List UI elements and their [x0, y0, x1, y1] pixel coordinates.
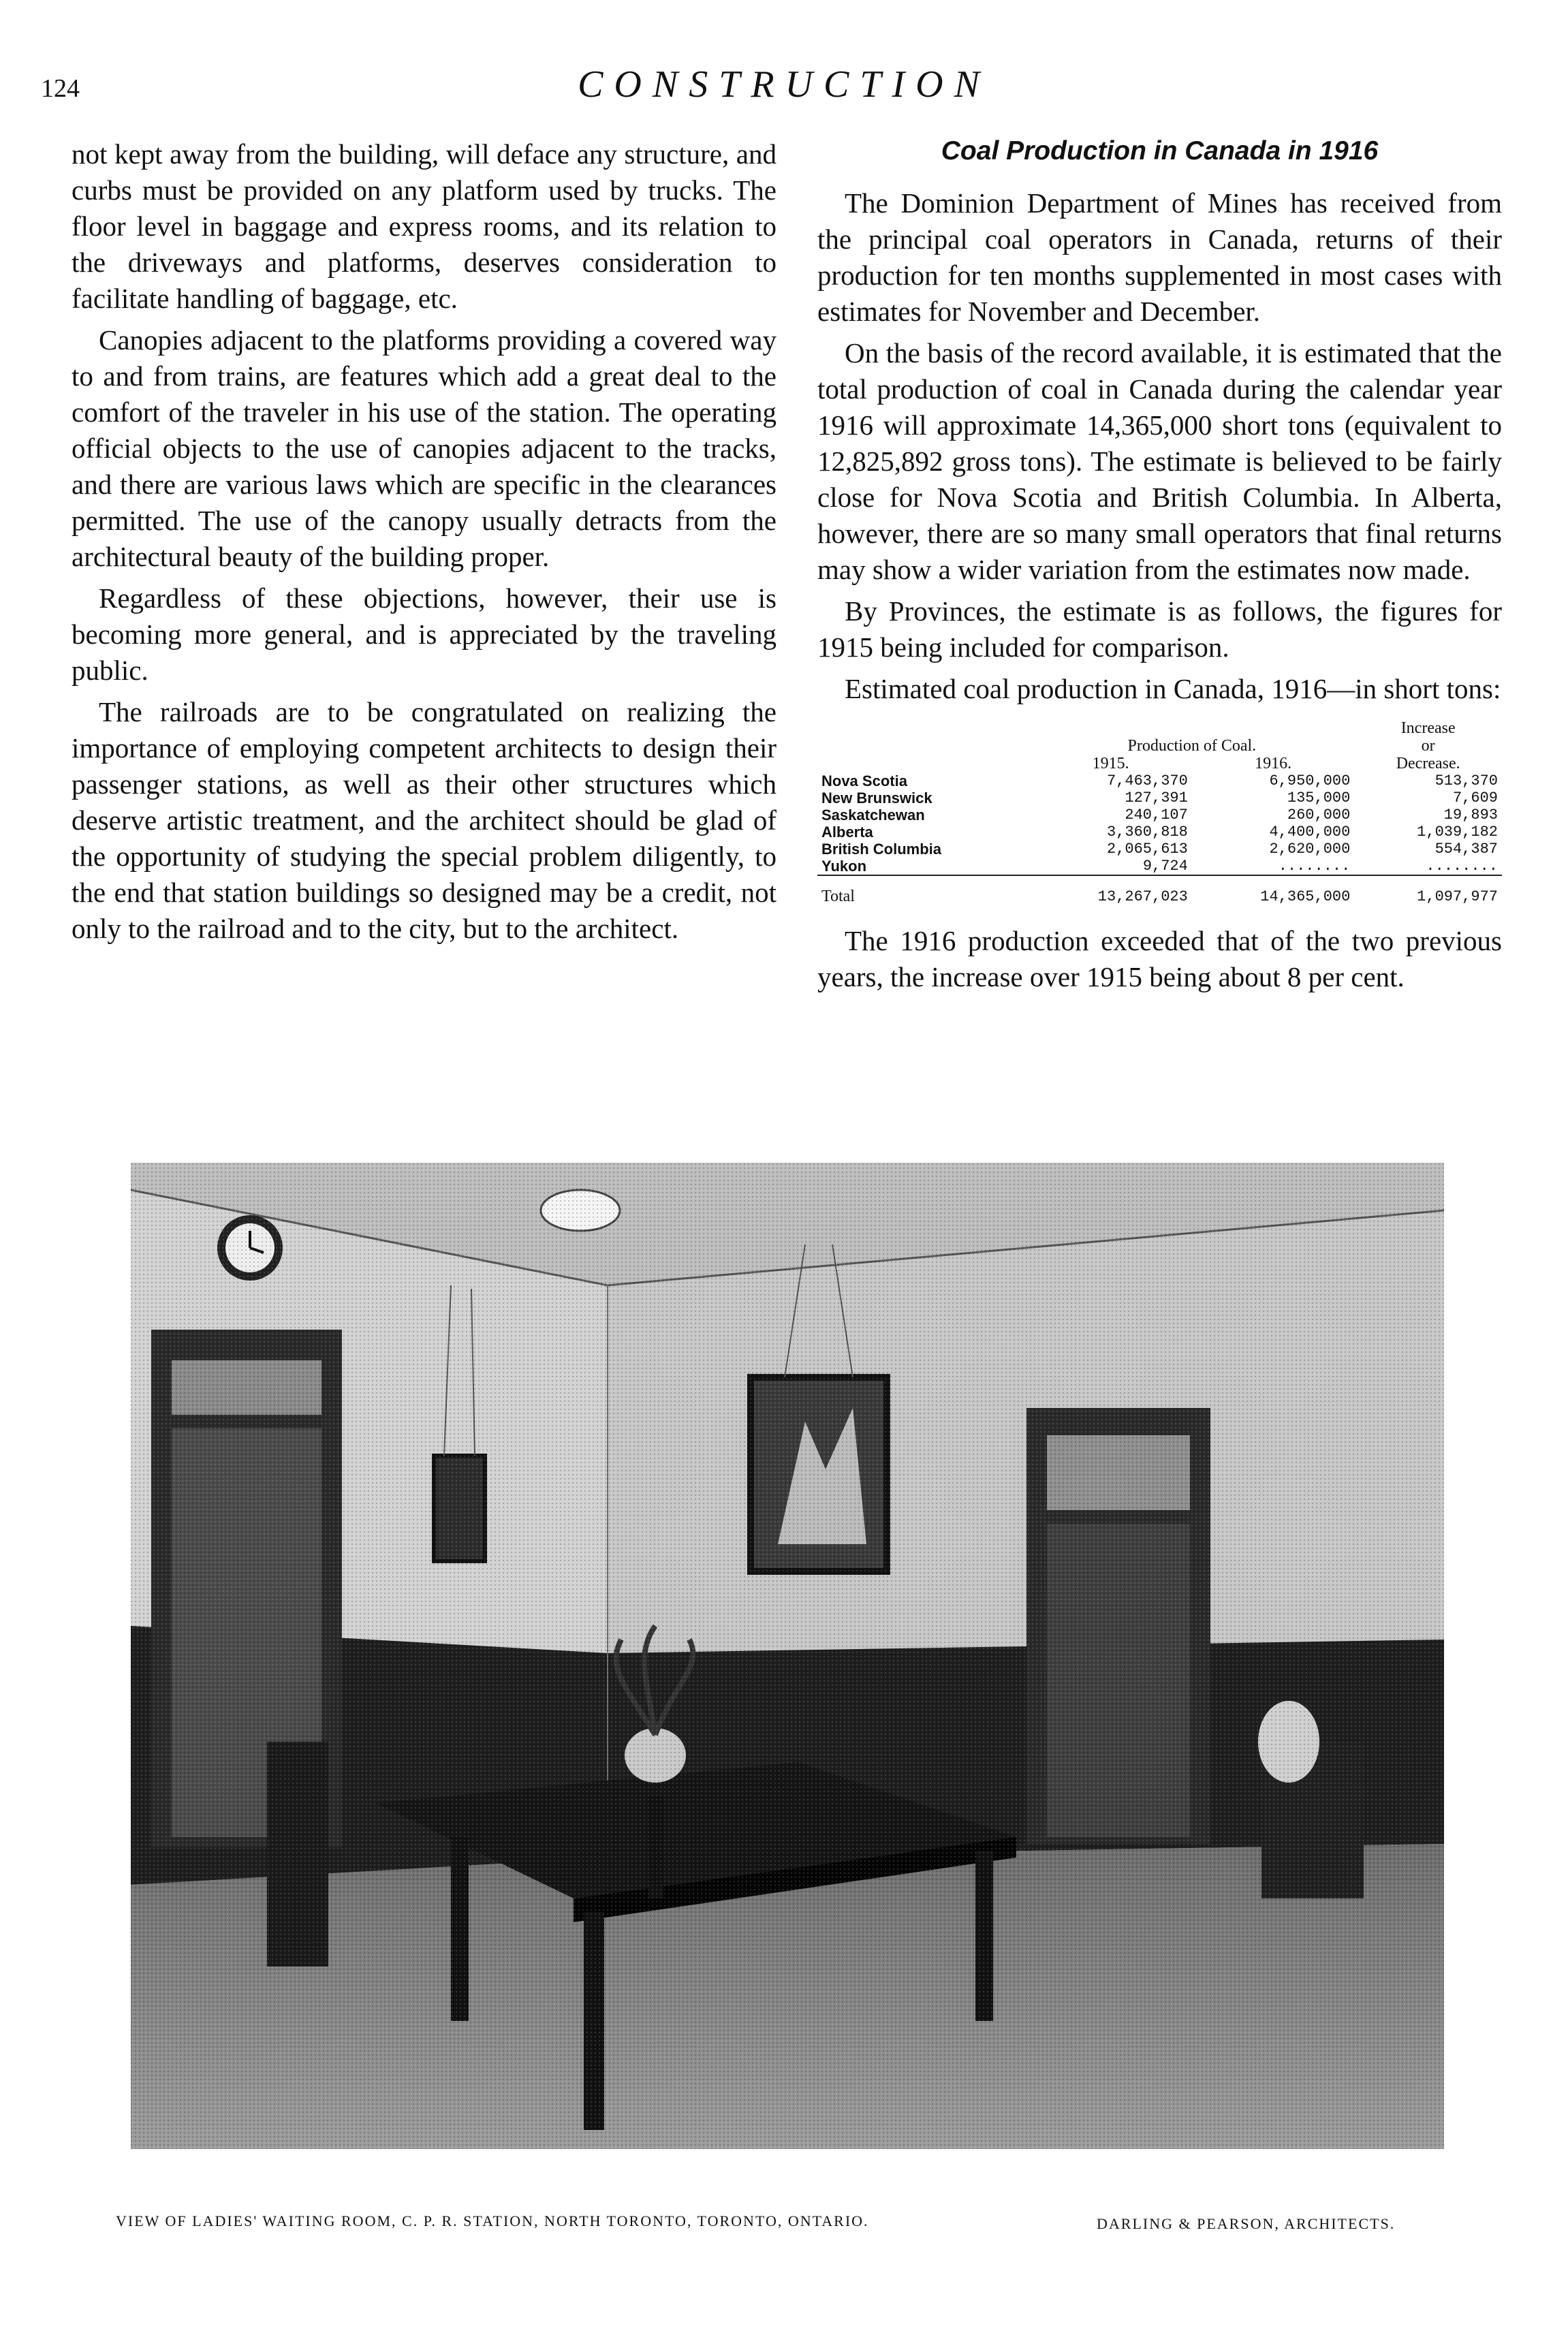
province-cell: New Brunswick: [821, 789, 932, 806]
left-paragraph-1: not kept away from the building, will deface any structure, and curbs must be provided on any platform used by trucks. The floor level in baggage and express rooms, and its relation to the driveways and platforms, deserves consideration to facilitate handling of baggage, etc.: [72, 138, 777, 314]
change-header: [1354, 719, 1502, 755]
production-group-header: Production of Coal.: [1127, 737, 1257, 755]
change-cell: ........: [1426, 858, 1498, 875]
closing-paragraph: The 1916 production exceeded that of the two previous years, the increase over 1915 being about 8 per cent.: [817, 925, 1502, 992]
right-paragraph-2: On the basis of the record available, it is estimated that the total production of coal in Canada during the calendar year 1916 will approximate 14,365,000 short tons (equivalent to 12,825,892 gross tons). The estimate is believed to be fairly close for Nova Scotia and British Columbia. In Alberta, however, there are so many small operators that final returns may show a wider variation from the estimates now made.: [817, 337, 1502, 585]
table-row: [817, 841, 1502, 858]
table-intro: Estimated coal production in Canada, 1916—in short tons:: [845, 673, 1501, 704]
change-header-line-2: or: [1421, 737, 1435, 755]
value-1915-cell: 3,360,818: [1107, 824, 1188, 841]
article-title: Coal Production in Canada in 1916: [941, 136, 1379, 166]
left-paragraph-4: The railroads are to be congratulated on realizing the importance of employing competent architects to design their passenger stations, as well as their other structures which deserve artistic treatment, and the architect should be glad of the opportunity of studying the special problem diligently, to the end that station buildings so designed may be a credit, not only to the railroad and to the city, but to the architect.: [72, 696, 777, 944]
value-1915-cell: 2,065,613: [1107, 841, 1188, 858]
province-cell: British Columbia: [821, 841, 942, 858]
coal-production-table: [817, 719, 1502, 905]
photo-caption: VIEW OF LADIES' WAITING ROOM, C. P. R. STATION, NORTH TORONTO, TORONTO, ONTARIO.: [116, 2212, 869, 2229]
waiting-room-illustration: [131, 1163, 1444, 2149]
total-row: [817, 875, 1502, 905]
change-header-line-1: Increase: [1400, 719, 1456, 737]
change-cell: 1,039,182: [1417, 824, 1498, 841]
table-row: [817, 772, 1502, 789]
value-1916-cell: 135,000: [1287, 789, 1351, 806]
change-cell: 7,609: [1452, 789, 1498, 806]
right-paragraph-3: By Provinces, the estimate is as follows, the figures for 1915 being included for comparison.: [817, 595, 1502, 663]
value-1916-cell: 4,400,000: [1269, 824, 1351, 841]
value-1916-cell: ........: [1278, 858, 1351, 875]
value-1915-cell: 127,391: [1125, 789, 1188, 806]
table-row: [817, 858, 1502, 875]
province-cell: Saskatchewan: [821, 806, 925, 824]
change-header-line-3: Decrease.: [1396, 755, 1460, 772]
col-1915-header: 1915.: [1092, 755, 1129, 772]
left-paragraph-3: Regardless of these objections, however, their use is becoming more general, and is appreciated by the traveling public.: [72, 582, 777, 686]
right-paragraph-1: The Dominion Department of Mines has received from the principal coal operators in Canada, returns of their production for ten months supplemented in most cases with estimates for November and December.: [817, 187, 1502, 327]
value-1916-cell: 2,620,000: [1269, 841, 1351, 858]
left-paragraph-2: Canopies adjacent to the platforms providing a covered way to and from trains, are features which add a great deal to the comfort of the traveler in his use of the station. The operating official objects to the use of canopies adjacent to the tracks, and there are various laws which are specific in the clearances permitted. The use of the canopy usually detracts from the architectural beauty of the building proper.: [72, 324, 777, 572]
architect-credit: DARLING & PEARSON, ARCHITECTS.: [1097, 2215, 1396, 2232]
total-1915-cell: 13,267,023: [1029, 875, 1192, 905]
province-cell: Alberta: [821, 824, 873, 841]
total-change-cell: 1,097,977: [1354, 875, 1502, 905]
right-column: [817, 136, 1502, 1001]
change-cell: 19,893: [1443, 806, 1498, 824]
waiting-room-photo: [131, 1163, 1444, 2149]
table-row: [817, 824, 1502, 841]
change-cell: 554,387: [1434, 841, 1498, 858]
total-1916-cell: 14,365,000: [1192, 875, 1355, 905]
col-1916-header: 1916.: [1255, 755, 1292, 772]
value-1916-cell: 6,950,000: [1269, 772, 1351, 789]
journal-title: CONSTRUCTION: [578, 63, 990, 106]
total-label: Total: [817, 875, 1029, 905]
value-1915-cell: 9,724: [1142, 858, 1188, 875]
province-cell: Yukon: [821, 858, 867, 875]
value-1915-cell: 240,107: [1125, 806, 1188, 824]
value-1915-cell: 7,463,370: [1107, 772, 1188, 789]
table-row: [817, 789, 1502, 806]
value-1916-cell: 260,000: [1287, 806, 1351, 824]
left-column: [72, 136, 777, 952]
change-cell: 513,370: [1434, 772, 1498, 789]
table-row: [817, 806, 1502, 824]
province-cell: Nova Scotia: [821, 772, 907, 789]
page-number: 124: [41, 74, 80, 103]
